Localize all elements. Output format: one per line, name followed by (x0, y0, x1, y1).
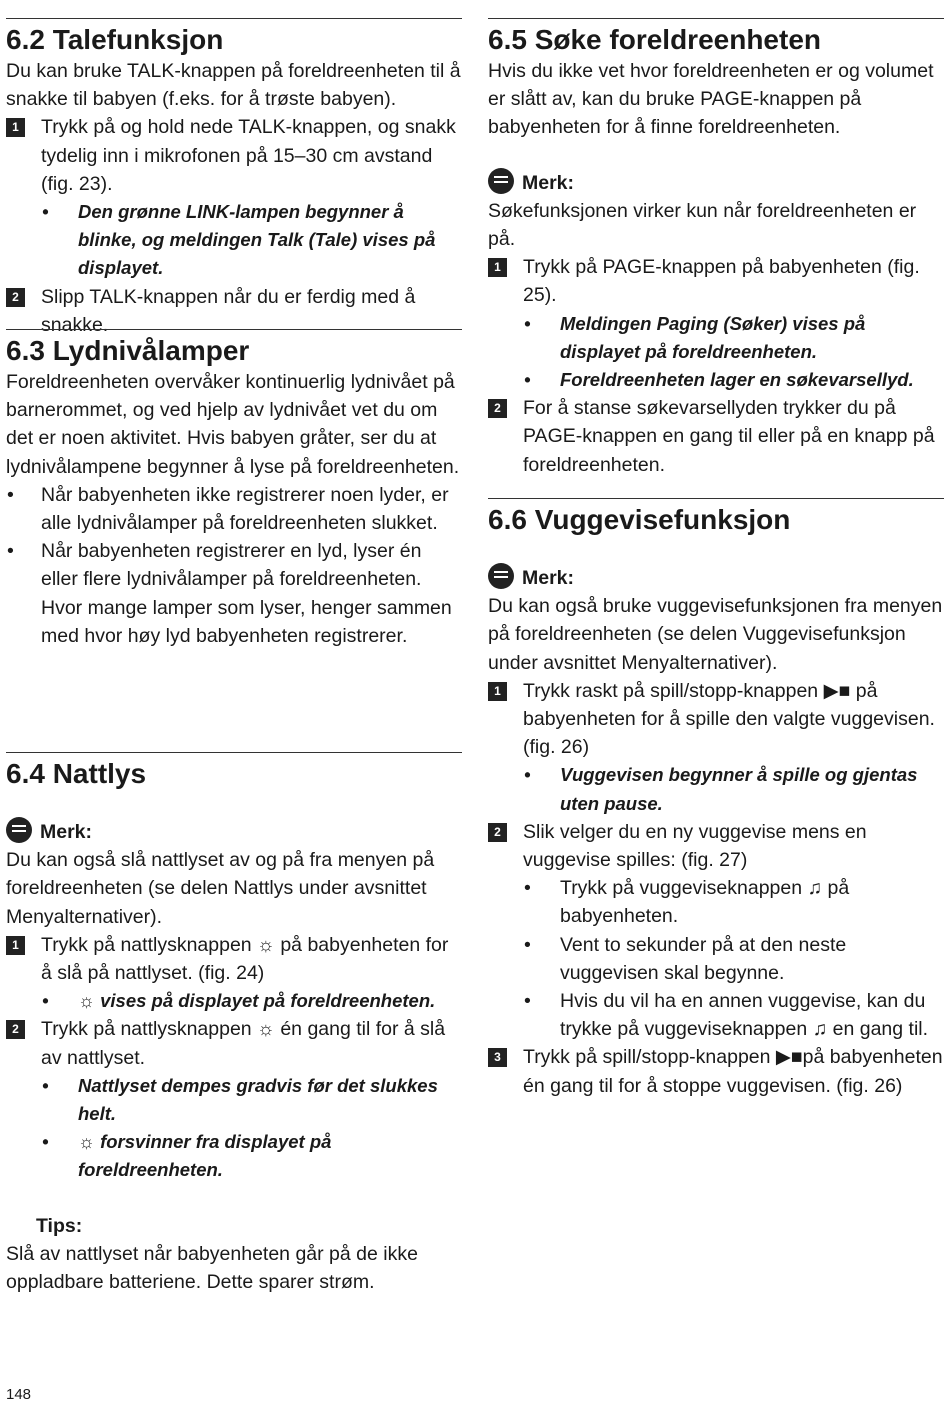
step-number-badge: 3 (488, 1048, 507, 1067)
bullet-text: ☼ vises på displayet på foreldreenheten. (78, 990, 436, 1012)
bullet-icon: • (7, 483, 14, 506)
section-title: 6.3 Lydnivålamper (6, 335, 250, 366)
step-number-badge: 2 (6, 288, 25, 307)
step-2 (488, 394, 944, 479)
step-1 (488, 677, 944, 762)
section-6-4 (6, 752, 462, 1185)
bullet-item (488, 987, 944, 1043)
step-number-badge: 1 (6, 118, 25, 137)
step-number-badge: 2 (488, 823, 507, 842)
bullet-text: Trykk på vuggeviseknappen ♫ på babyenheten. (560, 877, 850, 928)
step-text: Trykk på nattlysknappen ☼ én gang til for å slå av nattlyset. (41, 1018, 446, 1069)
note-icon (6, 817, 32, 843)
step-text: For å stanse søkevarsellyden trykker du på PAGE-knappen en gang til eller på en knapp på foreldreenheten. (523, 397, 935, 476)
note-text: Du kan også slå nattlyset av og på fra menyen på foreldreenheten (se delen Nattlys under avsnittet Menyalternativer). (6, 849, 435, 928)
step-number-badge: 2 (488, 399, 507, 418)
section-6-2 (6, 18, 462, 339)
step-number-badge: 1 (6, 936, 25, 955)
note-icon (488, 168, 514, 194)
step-text: Trykk raskt på spill/stopp-knappen ▶■ på babyenheten for å spille den valgte vuggevisen. (fig. 26) (523, 679, 935, 759)
paragraph: Du kan bruke TALK-knappen på foreldreenheten til å snakke til babyen (f.eks. for å trøste babyen). (6, 60, 461, 111)
bullet-text: Nattlyset dempes gradvis før det slukkes helt. (78, 1074, 438, 1125)
bullet-icon: • (42, 201, 49, 223)
step-text: Trykk på PAGE-knappen på babyenheten (fig. 25). (523, 256, 920, 307)
page-number: 148 (6, 1386, 32, 1403)
bullet-text: Den grønne LINK-lampen begynner å blinke, og meldingen Talk (Tale) vises på displayet. (78, 201, 436, 279)
bullet-text: Vuggevisen begynner å spille og gjentas uten pause. (560, 764, 918, 814)
step-text: Slipp TALK-knappen når du er ferdig med å snakke. (41, 285, 416, 336)
section-title: 6.6 Vuggevisefunksjon (488, 504, 791, 535)
result-bullet (6, 1128, 462, 1184)
note-heading (488, 563, 944, 592)
tip-icon (6, 1213, 30, 1237)
note-label: Merk: (40, 821, 93, 843)
bullet-icon: • (42, 1074, 49, 1096)
bullet-icon: • (42, 990, 49, 1012)
step-number-badge: 2 (6, 1020, 25, 1039)
bullet-item (6, 481, 462, 537)
note-heading (6, 817, 462, 846)
step-number-badge: 1 (488, 682, 507, 701)
note-label: Merk: (522, 567, 575, 589)
bullet-icon: • (524, 764, 531, 786)
step-text: Slik velger du en ny vuggevise mens en vuggevise spilles: (fig. 27) (523, 820, 867, 872)
section-title: 6.4 Nattlys (6, 758, 147, 789)
tip-label: Tips: (36, 1215, 83, 1237)
result-bullet (488, 310, 944, 366)
bullet-item (488, 931, 944, 987)
note-icon (488, 563, 514, 589)
tip-heading (6, 1212, 462, 1240)
step-1 (6, 113, 462, 198)
step-1 (6, 931, 462, 987)
bullet-icon: • (524, 933, 531, 956)
step-2 (6, 1015, 462, 1071)
step-1 (488, 253, 944, 309)
bullet-text: Hvis du vil ha en annen vuggevise, kan du trykke på vuggeviseknappen ♫ en gang til. (560, 990, 929, 1041)
step-text: Trykk på og hold nede TALK-knappen, og snakk tydelig inn i mikrofonen på 15–30 cm avstand (fig. 23). (41, 116, 456, 195)
tip-text: Slå av nattlyset når babyenheten går på de ikke oppladbare batteriene. Dette sparer strøm. (6, 1243, 418, 1294)
result-bullet (6, 198, 462, 283)
step-text: Trykk på nattlysknappen ☼ på babyenheten for å slå på nattlyset. (fig. 24) (41, 933, 449, 985)
result-bullet (488, 761, 944, 817)
paragraph: Foreldreenheten overvåker kontinuerlig lydnivået på barnerommet, og ved hjelp av lydnivået vet du om det er noen aktivitet. Hvis babyen gråter, ser du at lydnivålampene begynner å lyse på foreldreenheten. (6, 371, 460, 478)
bullet-text: Foreldreenheten lager en søkevarsellyd. (560, 369, 914, 391)
result-bullet (488, 366, 944, 394)
note-heading (488, 168, 944, 197)
bullet-icon: • (524, 312, 531, 334)
result-bullet (6, 987, 462, 1015)
bullet-icon: • (524, 990, 531, 1013)
note-text: Søkefunksjonen virker kun når foreldreenheten er på. (488, 199, 917, 251)
bullet-item (6, 537, 462, 650)
paragraph: Hvis du ikke vet hvor foreldreenheten er og volumet er slått av, kan du bruke PAGE-knappen på babyenheten for å finne foreldreenheten. (488, 60, 934, 139)
note-label: Merk: (522, 171, 575, 194)
bullet-icon: • (524, 369, 531, 391)
bullet-item (488, 874, 944, 930)
section-6-5 (488, 18, 944, 479)
result-bullet (6, 1072, 462, 1128)
bullet-text: Meldingen Paging (Søker) vises på displayet på foreldreenheten. (560, 312, 866, 362)
section-title: 6.2 Talefunksjon (6, 24, 224, 55)
bullet-icon: • (7, 540, 14, 563)
tip-box (6, 1212, 462, 1297)
bullet-text: Når babyenheten registrerer en lyd, lyser én eller flere lydnivålamper på foreldreenheten. Hvor mange lamper som lyser, henger sammen med hvor høy lyd babyenheten registrerer. (41, 540, 452, 647)
bullet-text: Når babyenheten ikke registrerer noen lyder, er alle lydnivålamper på foreldreenheten slukket. (41, 483, 449, 535)
note-text: Du kan også bruke vuggevisefunksjonen fra menyen på foreldreenheten (se delen Vuggevisefunksjon under avsnittet Menyalternativer). (488, 595, 943, 674)
bullet-icon: • (524, 877, 531, 900)
bullet-text: Vent to sekunder på at den neste vuggevisen skal begynne. (560, 933, 847, 984)
bullet-text: ☼ forsvinner fra displayet på foreldreenheten. (78, 1131, 332, 1181)
bullet-icon: • (42, 1131, 49, 1153)
step-2 (488, 818, 944, 874)
section-6-3 (6, 329, 462, 650)
section-title: 6.5 Søke foreldreenheten (488, 24, 822, 55)
step-text: Trykk på spill/stopp-knappen ▶■på babyenheten én gang til for å stoppe vuggevisen. (fig. 26) (523, 1046, 943, 1097)
step-3 (488, 1043, 944, 1099)
step-number-badge: 1 (488, 258, 507, 277)
section-6-6 (488, 498, 944, 1100)
